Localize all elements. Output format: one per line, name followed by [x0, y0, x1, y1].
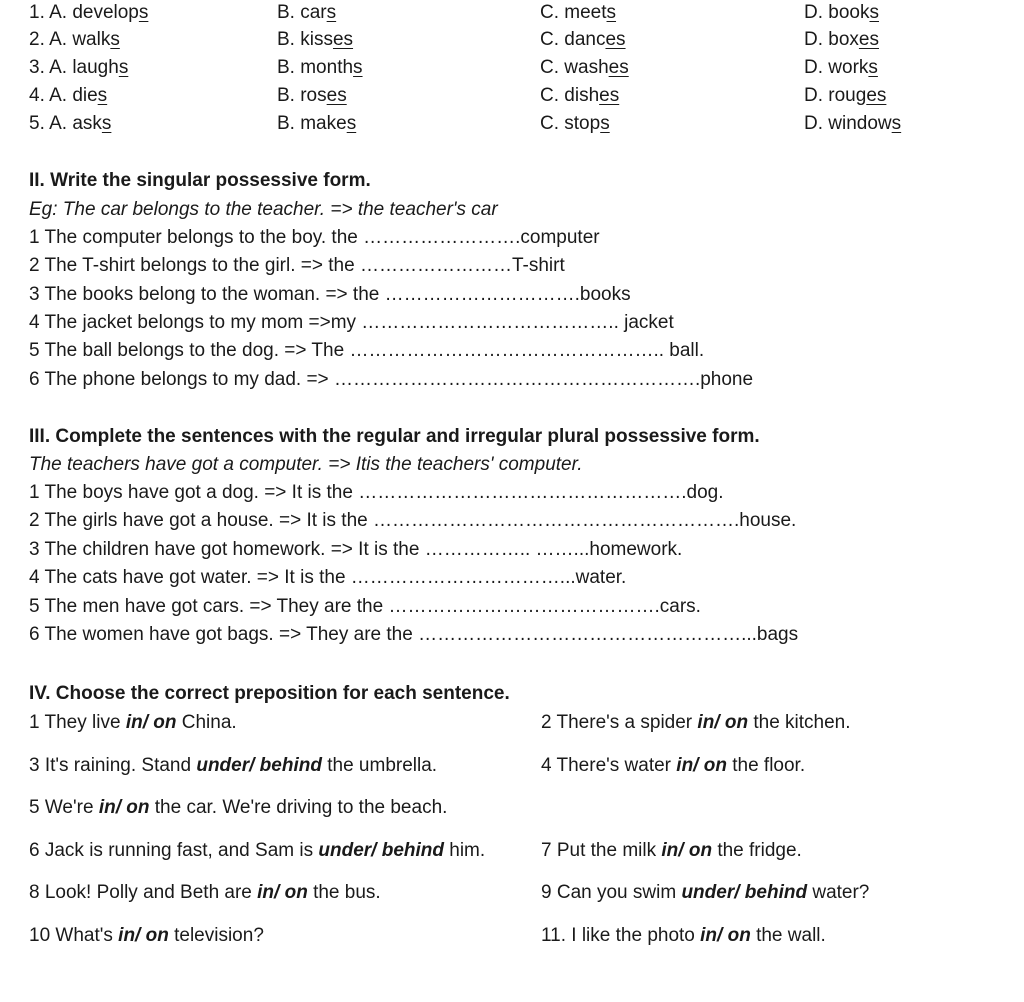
exercise-item: 3 The books belong to the woman. => the ………………………….books: [29, 284, 631, 305]
option-c: C. stops: [540, 113, 610, 134]
exercise-item: 7 Put the milk in/ on the fridge.: [541, 840, 802, 861]
option-d: D. books: [804, 2, 879, 23]
answer-blank[interactable]: …………………………………: [361, 312, 609, 333]
option-a: 1. A. develops: [29, 2, 149, 23]
option-b: B. makes: [277, 113, 357, 134]
preposition-choice[interactable]: in/ on: [697, 712, 749, 733]
option-b: B. months: [277, 57, 363, 78]
preposition-choice[interactable]: in/ on: [118, 925, 169, 946]
option-b: B. kisses: [277, 29, 354, 50]
answer-blank[interactable]: …………………………………………………: [333, 369, 695, 390]
preposition-choice[interactable]: under/ behind: [318, 840, 444, 861]
answer-blank[interactable]: ……………………………………: [388, 596, 655, 617]
answer-blank[interactable]: …………………………: [384, 284, 575, 305]
answer-blank[interactable]: ……………………: [359, 255, 512, 276]
exercise-item: 5 We're in/ on the car. We're driving to the beach.: [29, 797, 448, 818]
exercise-item: 1 The computer belongs to the boy. the …………………….computer: [29, 227, 600, 248]
option-c: C. meets: [540, 2, 617, 23]
preposition-choice[interactable]: under/ behind: [196, 755, 322, 776]
exercise-item: 4 There's water in/ on the floor.: [541, 755, 806, 776]
option-c: C. washes: [540, 57, 629, 78]
answer-blank[interactable]: ……………………………………………..: [418, 624, 752, 645]
section-2-title: II. Write the singular possessive form.: [29, 170, 371, 191]
answer-blank[interactable]: ……………………………………………: [358, 482, 682, 503]
option-b: B. cars: [277, 2, 337, 23]
exercise-item: 2 The T-shirt belongs to the girl. => the ……………………T-shirt: [29, 255, 565, 276]
option-a: 3. A. laughs: [29, 57, 129, 78]
exercise-item: 2 The girls have got a house. => It is the ………………………………………………….house.: [29, 510, 797, 531]
answer-blank[interactable]: …………………………………………: [349, 340, 654, 361]
answer-blank[interactable]: ……………………………..: [350, 567, 571, 588]
exercise-item: 6 The phone belongs to my dad. => ………………………………………………….phone: [29, 369, 754, 390]
answer-blank[interactable]: …………….. ……..: [424, 539, 585, 560]
section-2-example: Eg: The car belongs to the teacher. => the teacher's car: [29, 199, 498, 220]
option-c: C. dances: [540, 29, 626, 50]
exercise-item: 9 Can you swim under/ behind water?: [541, 882, 870, 903]
preposition-choice[interactable]: in/ on: [676, 755, 727, 776]
option-d: D. boxes: [804, 29, 879, 50]
exercise-item: 10 What's in/ on television?: [29, 925, 264, 946]
section-3-example: The teachers have got a computer. => Itis the teachers' computer.: [29, 454, 583, 475]
preposition-choice[interactable]: in/ on: [700, 925, 751, 946]
exercise-item: 8 Look! Polly and Beth are in/ on the bus.: [29, 882, 381, 903]
option-d: D. works: [804, 57, 878, 78]
section-4-title: IV. Choose the correct preposition for each sentence.: [29, 683, 510, 704]
preposition-choice[interactable]: in/ on: [125, 712, 177, 733]
exercise-item: 6 The women have got bags. => They are the ……………………………………………...bags: [29, 624, 799, 645]
exercise-item: 4 The jacket belongs to my mom =>my ………………………………….. jacket: [29, 312, 674, 333]
answer-blank[interactable]: …………………………………………………: [372, 510, 734, 531]
exercise-item: 2 There's a spider in/ on the kitchen.: [541, 712, 851, 733]
option-a: 4. A. dies: [29, 85, 108, 106]
option-b: B. roses: [277, 85, 347, 106]
exercise-item: 4 The cats have got water. => It is the ……………………………...water.: [29, 567, 627, 588]
preposition-choice[interactable]: in/ on: [257, 882, 308, 903]
option-d: D. windows: [804, 113, 902, 134]
option-a: 2. A. walks: [29, 29, 120, 50]
preposition-choice[interactable]: in/ on: [661, 840, 713, 861]
section-3-title: III. Complete the sentences with the regular and irregular plural possessive form.: [29, 426, 760, 447]
exercise-item: 1 They live in/ on China.: [29, 712, 237, 733]
option-d: D. rouges: [804, 85, 887, 106]
option-c: C. dishes: [540, 85, 620, 106]
option-a: 5. A. asks: [29, 113, 112, 134]
exercise-item: 5 The ball belongs to the dog. => The ………………………………………….. ball.: [29, 340, 705, 361]
preposition-choice[interactable]: under/ behind: [681, 882, 808, 903]
exercise-item: 1 The boys have got a dog. => It is the …………………………………………….dog.: [29, 482, 724, 503]
exercise-item: 11. I like the photo in/ on the wall.: [541, 925, 826, 946]
answer-blank[interactable]: ……………………: [363, 227, 516, 248]
exercise-item: 3 It's raining. Stand under/ behind the umbrella.: [29, 755, 438, 776]
exercise-item: 3 The children have got homework. => It is the …………….. ……...homework.: [29, 539, 683, 560]
preposition-choice[interactable]: in/ on: [98, 797, 150, 818]
exercise-item: 5 The men have got cars. => They are the …………………………………….cars.: [29, 596, 701, 617]
exercise-item: 6 Jack is running fast, and Sam is under/ behind him.: [29, 840, 486, 861]
